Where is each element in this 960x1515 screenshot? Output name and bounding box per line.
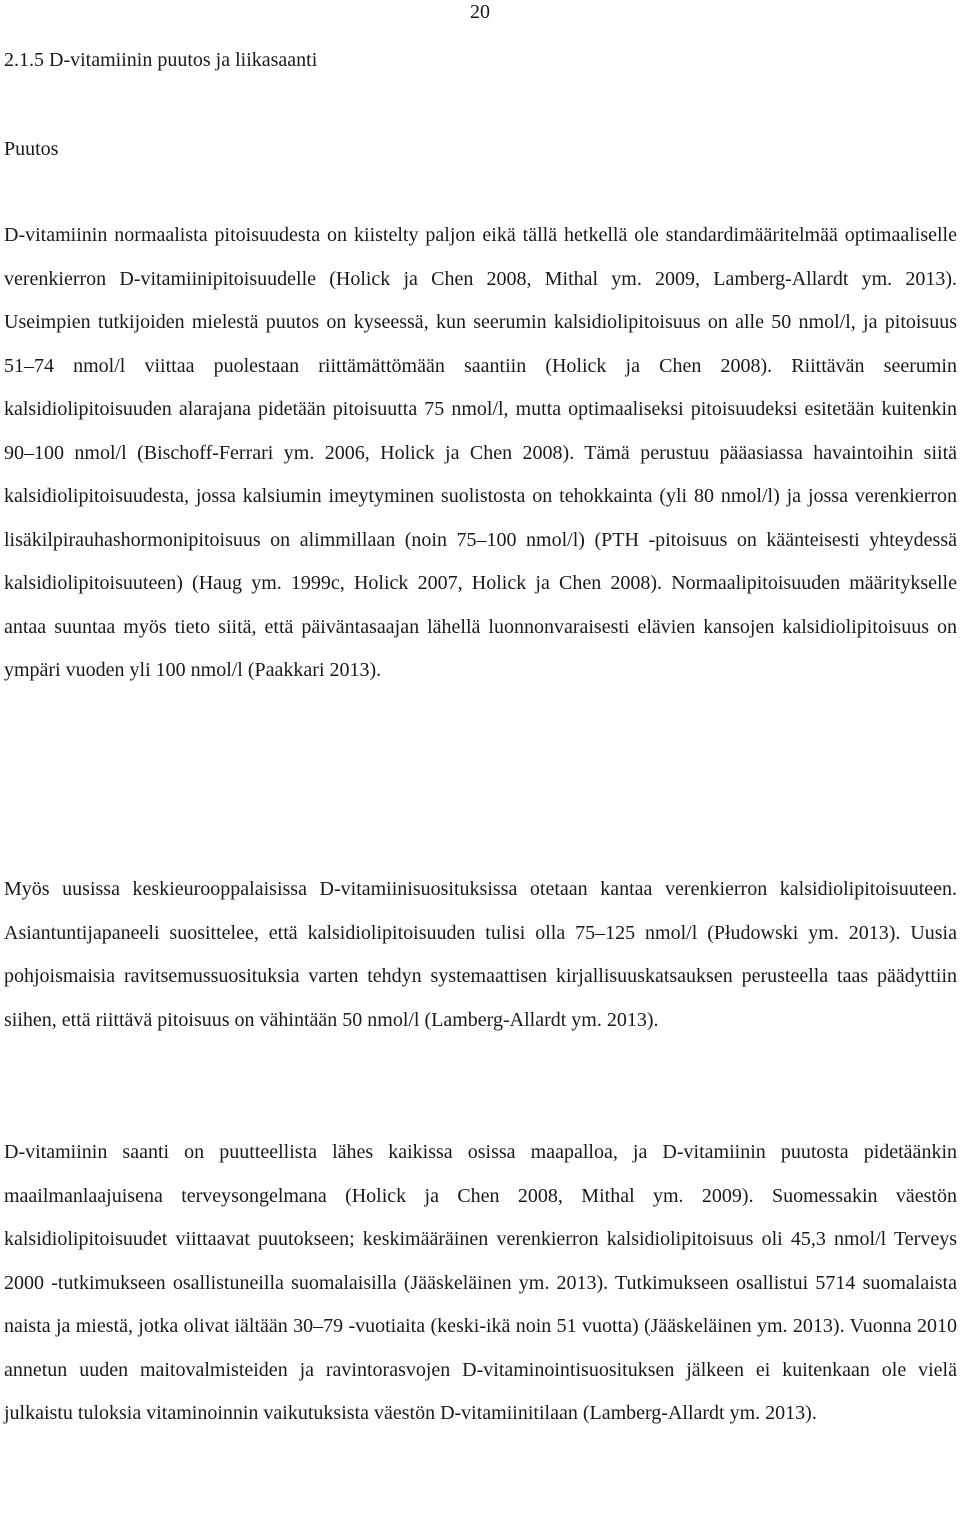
- paragraph-intake-deficiency: D-vitamiinin saanti on puutteellista lähes kaikissa osissa maapalloa, ja D-vitamiinin puutosta pidetäänkin maailmanlaajuisena terveysongelmana (Holick ja Chen 2008, Mithal ym. 2009). Suomessakin väestön kalsidiolipitoisuudet viittaavat puutokseen; keskimääräinen verenkierron kalsidiolipitoisuus oli 45,3 nmol/l Terveys 2000 -tutkimukseen osallistuneilla suomalaisilla (Jääskeläinen ym. 2013). Tutkimukseen osallistui 5714 suomalaista naista ja miestä, jotka olivat iältään 30–79 -vuotiaita (keski-ikä noin 51 vuotta) (Jääskeläinen ym. 2013). Vuonna 2010 annetun uuden maitovalmisteiden ja ravintorasvojen D-vitaminointisuosituksen jälkeen ei kuitenkaan ole vielä julkaistu tuloksia vitaminoinnin vaikutuksista väestön D-vitamiinitilaan (Lamberg-Allardt ym. 2013).: [4, 1141, 957, 1424]
- paragraph-normal-levels: D-vitamiinin normaalista pitoisuudesta on kiistelty paljon eikä tällä hetkellä ole standardimääritelmää optimaaliselle verenkierron D-vitamiinipitoisuudelle (Holick ja Chen 2008, Mithal ym. 2009, Lamberg-Allardt ym. 2013). Useimpien tutkijoiden mielestä puutos on kyseessä, kun seerumin kalsidiolipitoisuus on alle 50 nmol/l, ja pitoisuus 51–74 nmol/l viittaa puolestaan riittämättömään saantiin (Holick ja Chen 2008). Riittävän seerumin kalsidiolipitoisuuden alarajana pidetään pitoisuutta 75 nmol/l, mutta optimaaliseksi pitoisuudeksi esitetään kuitenkin 90–100 nmol/l (Bischoff-Ferrari ym. 2006, Holick ja Chen 2008). Tämä perustuu pääasiassa havaintoihin siitä kalsidiolipitoisuudesta, jossa kalsiumin imeytyminen suolistosta on tehokkainta (yli 80 nmol/l) ja jossa verenkierron lisäkilpirauhashormonipitoisuus on alimmillaan (noin 75–100 nmol/l) (PTH -pitoisuus on käänteisesti yhteydessä kalsidiolipitoisuuteen) (Haug ym. 1999c, Holick 2007, Holick ja Chen 2008). Normaalipitoisuuden määritykselle antaa suuntaa myös tieto siitä, että päiväntasaajan lähellä luonnonvaraisesti elävien kansojen kalsidiolipitoisuus on ympäri vuoden yli 100 nmol/l (Paakkari 2013).: [4, 224, 957, 681]
- subheading-puutos: Puutos: [4, 138, 59, 160]
- paragraph-recommendations: Myös uusissa keskieurooppalaisissa D-vitamiinisuosituksissa otetaan kantaa verenkierron kalsidiolipitoisuuteen. Asiantuntijapaneeli suosittelee, että kalsidiolipitoisuuden tulisi olla 75–125 nmol/l (Płudowski ym. 2013). Uusia pohjoismaisia ravitsemussuosituksia varten tehdyn systemaattisen kirjallisuuskatsauksen perusteella taas päädyttiin siihen, että riittävä pitoisuus on vähintään 50 nmol/l (Lamberg-Allardt ym. 2013).: [4, 878, 957, 1031]
- page-number: 20: [470, 1, 490, 23]
- section-heading: 2.1.5 D-vitamiinin puutos ja liikasaanti: [4, 49, 318, 71]
